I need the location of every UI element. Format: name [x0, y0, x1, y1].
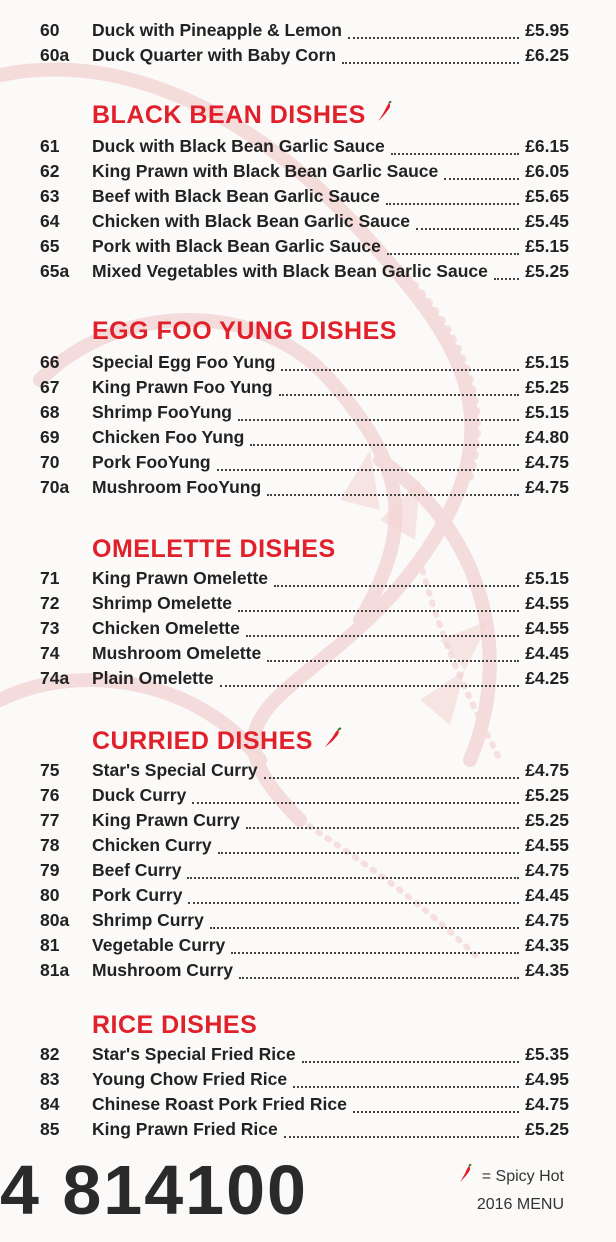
item-name: Shrimp Curry: [92, 910, 204, 930]
section-heading: RICE DISHES: [92, 1011, 258, 1039]
item-name: Pork FooYung: [92, 452, 211, 472]
item-price: £5.25: [525, 261, 569, 281]
item-name: Chicken Omelette: [92, 618, 240, 638]
menu-item: [0, 184, 616, 209]
item-number: 66: [40, 352, 60, 372]
menu-item: [0, 883, 616, 908]
item-name: Mixed Vegetables with Black Bean Garlic Sauce: [92, 261, 488, 281]
item-price: £5.45: [525, 211, 569, 231]
item-number: 70a: [40, 477, 70, 497]
item-number: 64: [40, 211, 60, 231]
menu-item: [0, 475, 616, 500]
item-name: Mushroom FooYung: [92, 477, 262, 497]
item-name: Mushroom Curry: [92, 960, 233, 980]
item-number: 81a: [40, 960, 70, 980]
item-number: 71: [40, 568, 60, 588]
item-price: £4.55: [525, 835, 569, 855]
item-name: Plain Omelette: [92, 668, 214, 688]
item-number: 69: [40, 427, 60, 447]
item-number: 65: [40, 236, 60, 256]
item-price: £6.25: [525, 45, 569, 65]
item-price: £4.55: [525, 593, 569, 613]
item-number: 63: [40, 186, 60, 206]
item-number: 80a: [40, 910, 70, 930]
item-price: £6.15: [525, 136, 569, 156]
item-name: Shrimp Omelette: [92, 593, 233, 613]
menu-item: [0, 958, 616, 983]
section-heading: EGG FOO YUNG DISHES: [92, 317, 397, 345]
item-price: £5.15: [525, 352, 569, 372]
menu-item: [0, 858, 616, 883]
menu-item: [0, 833, 616, 858]
menu-item: [0, 43, 616, 68]
item-price: £4.75: [525, 1094, 569, 1114]
menu-item: [0, 18, 616, 43]
item-number: 78: [40, 835, 60, 855]
item-number: 72: [40, 593, 60, 613]
section-heading: BLACK BEAN DISHES: [92, 98, 394, 132]
item-name: Star's Special Fried Rice: [92, 1044, 296, 1064]
item-price: £4.45: [525, 643, 569, 663]
item-number: 67: [40, 377, 60, 397]
menu-item: [0, 1042, 616, 1067]
item-price: £4.45: [525, 885, 569, 905]
item-price: £5.15: [525, 402, 569, 422]
item-name: Vegetable Curry: [92, 935, 226, 955]
menu-item: [0, 1067, 616, 1092]
item-price: £5.25: [525, 1119, 569, 1139]
item-name: Chinese Roast Pork Fried Rice: [92, 1094, 347, 1114]
item-price: £4.95: [525, 1069, 569, 1089]
menu-item: [0, 616, 616, 641]
item-price: £5.15: [525, 568, 569, 588]
item-number: 61: [40, 136, 60, 156]
item-number: 74a: [40, 668, 70, 688]
chili-icon: [376, 98, 394, 132]
menu-item: [0, 1117, 616, 1142]
item-number: 81: [40, 935, 60, 955]
item-price: £4.75: [525, 860, 569, 880]
menu-item: [0, 159, 616, 184]
item-price: £4.55: [525, 618, 569, 638]
menu-item: [0, 400, 616, 425]
item-price: £4.35: [525, 935, 569, 955]
item-number: 82: [40, 1044, 60, 1064]
item-price: £5.35: [525, 1044, 569, 1064]
menu-item: [0, 350, 616, 375]
item-price: £5.25: [525, 377, 569, 397]
item-name: King Prawn with Black Bean Garlic Sauce: [92, 161, 439, 181]
item-number: 60: [40, 20, 60, 40]
item-number: 84: [40, 1094, 60, 1114]
item-number: 65a: [40, 261, 70, 281]
item-number: 76: [40, 785, 60, 805]
item-price: £4.80: [525, 427, 569, 447]
item-number: 74: [40, 643, 60, 663]
item-name: Shrimp FooYung: [92, 402, 232, 422]
menu-item: [0, 808, 616, 833]
item-number: 62: [40, 161, 60, 181]
menu-item: [0, 908, 616, 933]
item-number: 85: [40, 1119, 60, 1139]
item-price: £4.25: [525, 668, 569, 688]
item-price: £4.35: [525, 960, 569, 980]
menu-item: [0, 591, 616, 616]
item-price: £5.25: [525, 810, 569, 830]
item-name: Star's Special Curry: [92, 760, 258, 780]
item-name: King Prawn Foo Yung: [92, 377, 273, 397]
item-name: Mushroom Omelette: [92, 643, 262, 663]
menu-edition: 2016 MENU: [476, 1196, 564, 1213]
item-name: King Prawn Fried Rice: [92, 1119, 278, 1139]
item-price: £4.75: [525, 910, 569, 930]
menu-item: [0, 209, 616, 234]
item-price: £4.75: [525, 477, 569, 497]
menu-item: [0, 666, 616, 691]
menu-item: [0, 259, 616, 284]
item-number: 80: [40, 885, 60, 905]
legend-text: = Spicy Hot: [481, 1167, 564, 1185]
menu-item: [0, 234, 616, 259]
spicy-legend: [458, 1164, 564, 1189]
item-name: Pork Curry: [92, 885, 183, 905]
item-price: £5.95: [525, 20, 569, 40]
item-name: Chicken Foo Yung: [92, 427, 245, 447]
item-price: £4.75: [525, 760, 569, 780]
menu-item: [0, 758, 616, 783]
menu-item: [0, 425, 616, 450]
item-name: Duck Quarter with Baby Corn: [92, 45, 337, 65]
item-name: King Prawn Omelette: [92, 568, 269, 588]
item-name: Young Chow Fried Rice: [92, 1069, 288, 1089]
section-heading: CURRIED DISHES: [92, 724, 343, 758]
item-number: 68: [40, 402, 60, 422]
menu-item: [0, 641, 616, 666]
item-number: 79: [40, 860, 60, 880]
menu-item: [0, 566, 616, 591]
item-name: Special Egg Foo Yung: [92, 352, 276, 372]
chili-icon: [323, 724, 343, 758]
menu-item: [0, 783, 616, 808]
item-number: 70: [40, 452, 60, 472]
phone-number: 4 814100: [0, 1151, 308, 1229]
item-number: 77: [40, 810, 60, 830]
item-number: 83: [40, 1069, 60, 1089]
item-name: Duck with Black Bean Garlic Sauce: [92, 136, 385, 156]
menu-item: [0, 450, 616, 475]
item-price: £5.65: [525, 186, 569, 206]
menu-item: [0, 933, 616, 958]
section-heading: OMELETTE DISHES: [92, 535, 336, 563]
menu-item: [0, 375, 616, 400]
menu-item: [0, 134, 616, 159]
item-price: £5.15: [525, 236, 569, 256]
item-name: Pork with Black Bean Garlic Sauce: [92, 236, 381, 256]
item-name: Duck Curry: [92, 785, 187, 805]
item-number: 75: [40, 760, 60, 780]
item-name: Chicken with Black Bean Garlic Sauce: [92, 211, 411, 231]
menu-item: [0, 1092, 616, 1117]
item-name: Duck with Pineapple & Lemon: [92, 20, 342, 40]
item-price: £5.25: [525, 785, 569, 805]
item-price: £4.75: [525, 452, 569, 472]
item-number: 60a: [40, 45, 70, 65]
item-name: Chicken Curry: [92, 835, 212, 855]
item-name: Beef Curry: [92, 860, 182, 880]
item-name: Beef with Black Bean Garlic Sauce: [92, 186, 380, 206]
item-name: King Prawn Curry: [92, 810, 240, 830]
item-number: 73: [40, 618, 60, 638]
chili-icon: [458, 1164, 472, 1189]
item-price: £6.05: [525, 161, 569, 181]
